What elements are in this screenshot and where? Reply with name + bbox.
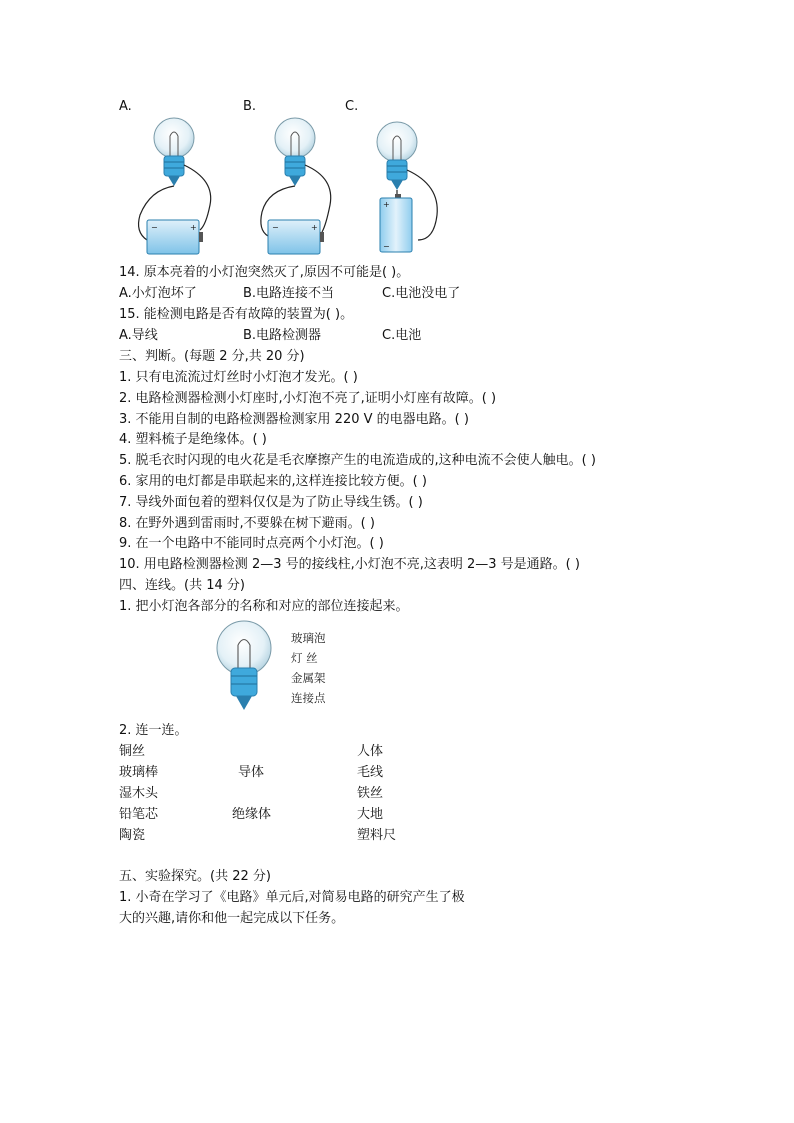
q15-option-b: B.电路检测器 xyxy=(243,328,322,343)
left-item: 陶瓷 xyxy=(119,828,146,843)
q15-option-c: C.电池 xyxy=(382,328,422,343)
right-item: 毛线 xyxy=(357,765,384,780)
middle-item: 导体 xyxy=(238,765,265,780)
judgment-item: 5. 脱毛衣时闪现的电火花是毛衣摩擦产生的电流造成的,这种电流不会使人触电。( ) xyxy=(119,453,596,468)
option-a-label: A. xyxy=(119,99,132,114)
right-item: 塑料尺 xyxy=(357,828,397,843)
question-15: 15. 能检测电路是否有故障的装置为( )。 xyxy=(119,307,354,322)
matching-question-1: 1. 把小灯泡各部分的名称和对应的部位连接起来。 xyxy=(119,599,409,614)
right-item: 人体 xyxy=(357,744,384,759)
section-4-title: 四、连线。(共 14 分) xyxy=(119,578,245,593)
middle-item: 绝缘体 xyxy=(232,807,272,822)
judgment-item: 9. 在一个电路中不能同时点亮两个小灯泡。( ) xyxy=(119,536,384,551)
bulb-icon xyxy=(217,621,271,710)
experiment-question-line: 1. 小奇在学习了《电路》单元后,对简易电路的研究产生了极 xyxy=(119,890,465,905)
left-item: 铅笔芯 xyxy=(119,807,159,822)
section-5-title: 五、实验探究。(共 22 分) xyxy=(119,869,271,884)
section-3-title: 三、判断。(每题 2 分,共 20 分) xyxy=(119,349,305,364)
option-c-label: C. xyxy=(345,99,359,114)
battery-minus: − xyxy=(151,223,158,232)
judgment-item: 2. 电路检测器检测小灯座时,小灯泡不亮了,证明小灯座有故障。( ) xyxy=(119,391,497,406)
option-b-label: B. xyxy=(243,99,257,114)
judgment-item: 3. 不能用自制的电路检测器检测家用 220 V 的电器电路。( ) xyxy=(119,412,469,427)
battery-plus: + xyxy=(383,200,390,209)
bulb-part-label: 灯 丝 xyxy=(291,651,318,665)
judgment-item: 10. 用电路检测器检测 2—3 号的接线柱,小灯泡不亮,这表明 2—3 号是通路。( ) xyxy=(119,557,580,572)
q14-option-b: B.电路连接不当 xyxy=(243,286,335,301)
battery-minus: − xyxy=(272,223,279,232)
q15-option-a: A.导线 xyxy=(119,328,158,343)
left-item: 玻璃棒 xyxy=(119,765,159,780)
q14-option-c: C.电池没电了 xyxy=(382,286,461,301)
left-item: 铜丝 xyxy=(119,744,146,759)
judgment-item: 7. 导线外面包着的塑料仅仅是为了防止导线生锈。( ) xyxy=(119,495,423,510)
right-item: 铁丝 xyxy=(357,786,384,801)
question-14: 14. 原本亮着的小灯泡突然灭了,原因不可能是( )。 xyxy=(119,265,410,280)
bulb-part-label: 连接点 xyxy=(291,691,326,705)
battery-plus: + xyxy=(190,223,197,232)
experiment-question-line: 大的兴趣,请你和他一起完成以下任务。 xyxy=(119,911,345,926)
judgment-item: 1. 只有电流流过灯丝时小灯泡才发光。( ) xyxy=(119,370,358,385)
bulb-part-label: 金属架 xyxy=(291,671,326,685)
battery-minus: − xyxy=(383,242,390,251)
battery-plus: + xyxy=(311,223,318,232)
right-item: 大地 xyxy=(357,807,384,822)
left-item: 湿木头 xyxy=(119,786,159,801)
judgment-item: 8. 在野外遇到雷雨时,不要躲在树下避雨。( ) xyxy=(119,516,375,531)
judgment-item: 6. 家用的电灯都是串联起来的,这样连接比较方便。( ) xyxy=(119,474,427,489)
bulb-part-label: 玻璃泡 xyxy=(291,631,326,645)
judgment-item: 4. 塑料梳子是绝缘体。( ) xyxy=(119,432,267,447)
matching-question-2: 2. 连一连。 xyxy=(119,723,188,738)
q14-option-a: A.小灯泡坏了 xyxy=(119,286,197,301)
